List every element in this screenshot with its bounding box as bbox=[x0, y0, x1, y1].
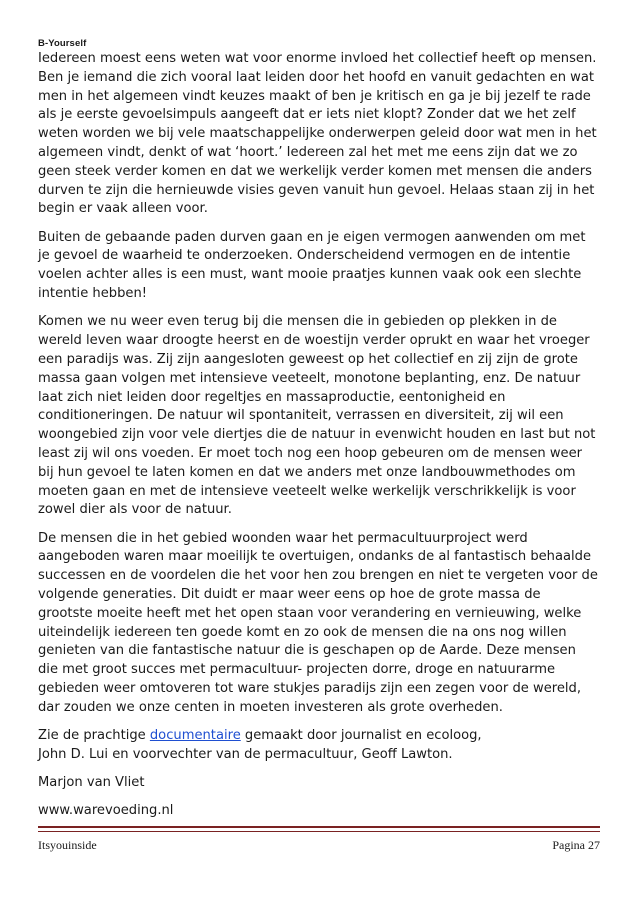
page-number: Pagina 27 bbox=[552, 838, 600, 852]
running-header: B-Yourself bbox=[38, 38, 87, 49]
page-body bbox=[38, 50, 598, 831]
documentaire-line2: John D. Lui en voorvechter van de permacultuur, Geoff Lawton. bbox=[38, 746, 453, 762]
footer-rule-thick bbox=[38, 826, 600, 828]
documentaire-after: gemaakt door journalist en ecoloog, bbox=[240, 728, 482, 744]
paragraph-permacultuur: De mensen die in het gebied woonden waar het permacultuurproject werd aangeboden waren maar moeilijk te overtuigen, ondanks de al fantastisch behaalde successen en de voordelen die het voor hen zou brengen en niet te vergeten voor de volgende generaties. Dit duidt er maar weer eens op hoe de grote massa de grootste moeite heeft met het open staan voor verandering en vernieuwing, welke uiteindelijk iedereen ten goede komt en zo ook de mensen die na ons nog willen genieten van die fantastische natuur die is geschapen op de Aarde. Deze mensen die met groot succes met permacultuur- projecten dorre, droge en natuurarme gebieden weer omtoveren tot ware stukjes paradijs zijn een zegen voor de wereld, dar zouden we onze centen in moeten investeren als grote overheden. bbox=[38, 530, 598, 715]
paragraph-collectief: Iedereen moest eens weten wat voor enorme invloed het collectief heeft op mensen. Ben je iemand die zich vooral laat leiden door het hoofd en vanuit gedachten en wat men in het algemeen vindt keuzes maakt of ben je kritisch en ga je bij jezelf te rade als je eerste gevoelsimpuls aangeeft dat er iets niet klopt? Zonder dat we het zelf weten worden we bij vele maatschappelijke onderwerpen geleid door wat men in het algemeen vindt, denkt of wat ‘hoort.’ Iedereen zal het met me eens zijn dat we zo geen steek verder komen en dat we werkelijk verder komen met mensen die anders durven te zijn die hernieuwde visies geven vanuit hun gevoel. Helaas staan zij in het begin er vaak alleen voor. bbox=[38, 51, 597, 217]
footer-site-name: Itsyouinside bbox=[38, 838, 97, 852]
paragraph-droogte: Komen we nu weer even terug bij die mensen die in gebieden op plekken in de wereld leven waar droogte heerst en de woestijn verder oprukt en waar het vroeger een paradijs was. Zij zijn aangesloten geweest op het collectief en zij zijn de grote massa gaan volgen met intensieve veeteelt, monotone beplanting, enz. De natuur laat zich niet leiden door regeltjes en massaproductie, eentonigheid en conditioneringen. De natuur wil spontaniteit, verrassen en diversiteit, zij wil een woongebied zijn voor vele diertjes die de natuur in evenwicht houden en last but not least zij wil ons voeden. Er moet toch nog een hoop gebeuren om de mensen weer bij hun gevoel te laten komen en dat we anders met onze landbouwmethodes om moeten gaan en met de intensieve veeteelt welke werkelijk verschrikkelijk is voor zowel dier als voor de natuur. bbox=[38, 314, 596, 518]
author-name: Marjon van Vliet bbox=[38, 775, 145, 791]
footer-rule-thin bbox=[38, 831, 600, 832]
documentaire-link[interactable]: documentaire bbox=[149, 728, 241, 744]
website-url: www.warevoeding.nl bbox=[38, 803, 174, 819]
paragraph-documentaire bbox=[38, 727, 598, 765]
paragraph-gebaande-paden: Buiten de gebaande paden durven gaan en je eigen vermogen aanwenden om met je gevoel de waarheid te onderzoeken. Onderscheidend vermogen en de intentie voelen achter alles is een must, want mooie praatjes kunnen vaak ook een slechte intentie hebben! bbox=[38, 229, 586, 302]
documentaire-intro: Zie de prachtige bbox=[38, 728, 150, 744]
